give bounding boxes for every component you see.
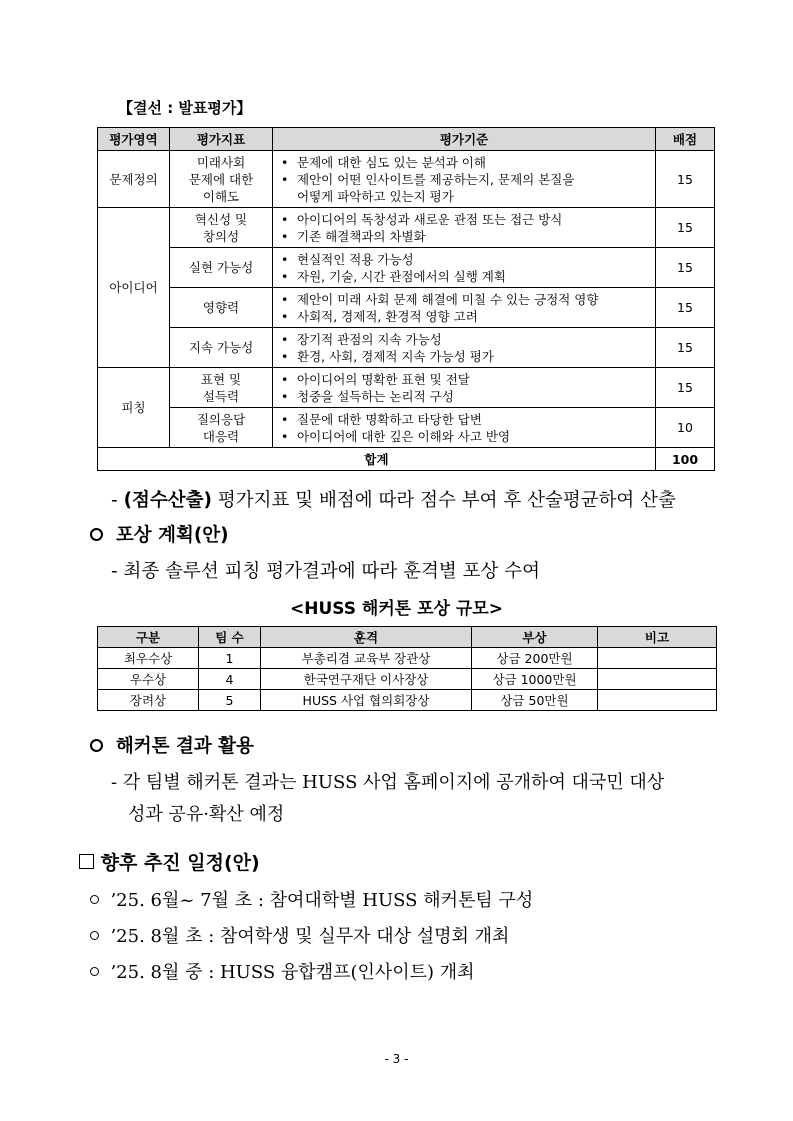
area-cell: 아이디어: [98, 208, 170, 368]
header-remarks: 비고: [598, 627, 717, 648]
schedule-item: [90, 922, 509, 948]
schedule-item: [90, 958, 475, 984]
table-row: [98, 151, 715, 208]
header-criteria: 평가기준: [273, 128, 656, 151]
category-cell: 장려상: [98, 690, 199, 711]
team-count-cell: 1: [199, 648, 261, 669]
area-cell: 문제정의: [98, 151, 170, 208]
criteria-item: • 문제에 대한 심도 있는 분석과 이해: [279, 154, 651, 171]
award-cell: 부총리겸 교육부 장관상: [261, 648, 472, 669]
criteria-cell: [273, 248, 656, 288]
score-cell: 15: [656, 368, 715, 408]
category-cell: 최우수상: [98, 648, 199, 669]
reward-heading-text: 포상 계획(안): [115, 525, 229, 546]
table-row: [98, 408, 715, 448]
indicator-cell: 혁신성 및 창의성: [170, 208, 273, 248]
total-label: 합계: [98, 448, 656, 471]
header-team-count: 팀 수: [199, 627, 261, 648]
schedule-heading-text: 향후 추진 일정(안): [100, 852, 260, 874]
criteria-item: • 자원, 기술, 시간 관점에서의 실행 계획: [279, 268, 651, 285]
area-cell: 피칭: [98, 368, 170, 448]
indicator-cell: 지속 가능성: [170, 328, 273, 368]
team-count-cell: 5: [199, 690, 261, 711]
criteria-item: • 기존 해결책과의 차별화: [279, 228, 651, 245]
indicator-cell: 표현 및 설득력: [170, 368, 273, 408]
page-number: - 3 -: [384, 1052, 409, 1066]
reward-line: - 최종 솔루션 피칭 평가결과에 따라 훈격별 포상 수여: [111, 561, 541, 582]
criteria-cell: [273, 328, 656, 368]
criteria-item: • 제안이 미래 사회 문제 해결에 미칠 수 있는 긍정적 영향: [279, 291, 651, 308]
score-cell: 15: [656, 328, 715, 368]
criteria-cell: [273, 288, 656, 328]
schedule-heading: [79, 848, 260, 875]
header-award: 훈격: [261, 627, 472, 648]
criteria-item: • 환경, 사회, 경제적 지속 가능성 평가: [279, 348, 651, 365]
table-row: [98, 328, 715, 368]
header-score: 배점: [656, 128, 715, 151]
award-cell: 한국연구재단 이사장상: [261, 669, 472, 690]
score-note-prefix: -: [111, 490, 124, 511]
schedule-item: [90, 886, 533, 912]
prize-cell: 상금 200만원: [472, 648, 598, 669]
score-note: [111, 486, 676, 512]
table-row: [98, 288, 715, 328]
usage-heading-text: 해커톤 결과 활용: [115, 736, 254, 757]
schedule-item-text: ’25. 8월 중 : HUSS 융합캠프(인사이트) 개최: [110, 962, 475, 983]
prize-cell: 상금 50만원: [472, 690, 598, 711]
table-header-row: [98, 128, 715, 151]
score-cell: 10: [656, 408, 715, 448]
score-note-bold: (점수산출): [123, 490, 212, 511]
criteria-cell: [273, 368, 656, 408]
criteria-item: • 아이디어에 대한 깊은 이해와 사고 반영: [279, 428, 651, 445]
circle-bullet-icon: [90, 895, 99, 904]
usage-heading: [90, 732, 254, 758]
remarks-cell: [598, 669, 717, 690]
remarks-cell: [598, 648, 717, 669]
total-score: 100: [656, 448, 715, 471]
circle-bullet-icon: [90, 739, 103, 752]
schedule-item-text: ’25. 6월~ 7월 초 : 참여대학별 HUSS 해커톤팀 구성: [110, 890, 534, 911]
header-area: 평가영역: [98, 128, 170, 151]
criteria-item: • 청중을 설득하는 논리적 구성: [279, 388, 651, 405]
award-cell: HUSS 사업 협의회장상: [261, 690, 472, 711]
table-header-row: [98, 627, 717, 648]
square-bullet-icon: [79, 854, 94, 869]
table-row: [98, 648, 717, 669]
schedule-item-text: ’25. 8월 초 : 참여학생 및 실무자 대상 설명회 개최: [110, 926, 510, 947]
usage-line-2: 성과 공유·확산 예정: [128, 804, 285, 825]
circle-bullet-icon: [90, 528, 103, 541]
team-count-cell: 4: [199, 669, 261, 690]
indicator-cell: 미래사회 문제에 대한 이해도: [170, 151, 273, 208]
header-indicator: 평가지표: [170, 128, 273, 151]
criteria-item: • 아이디어의 독창성과 새로운 관점 또는 접근 방식: [279, 211, 651, 228]
indicator-cell: 영향력: [170, 288, 273, 328]
criteria-item: • 아이디어의 명확한 표현 및 전달: [279, 371, 651, 388]
circle-bullet-icon: [90, 967, 99, 976]
indicator-cell: 질의응답 대응력: [170, 408, 273, 448]
criteria-cell: [273, 208, 656, 248]
section-title: 【결선 : 발표평가】: [118, 99, 252, 117]
score-cell: 15: [656, 208, 715, 248]
category-cell: 우수상: [98, 669, 199, 690]
header-category: 구분: [98, 627, 199, 648]
criteria-item: • 현실적인 적용 가능성: [279, 251, 651, 268]
prize-table: [97, 626, 717, 711]
total-row: [98, 448, 715, 471]
criteria-item: • 제안이 어떤 인사이트를 제공하는지, 문제의 본질을: [279, 171, 651, 188]
indicator-cell: 실현 가능성: [170, 248, 273, 288]
criteria-item: • 질문에 대한 명확하고 타당한 답변: [279, 411, 651, 428]
score-note-text: 평가지표 및 배점에 따라 점수 부여 후 산술평균하여 산출: [211, 490, 676, 511]
criteria-cell: [273, 151, 656, 208]
criteria-item-continued: 어떻게 파악하고 있는지 평가: [297, 188, 454, 204]
usage-line-1: - 각 팀별 해커톤 결과는 HUSS 사업 홈페이지에 공개하여 대국민 대상: [111, 772, 665, 793]
prize-cell: 상금 1000만원: [472, 669, 598, 690]
header-prize: 부상: [472, 627, 598, 648]
table-row: [98, 208, 715, 248]
score-cell: 15: [656, 288, 715, 328]
table-row: [98, 248, 715, 288]
evaluation-table: [97, 127, 715, 471]
criteria-item: • 장기적 관점의 지속 가능성: [279, 331, 651, 348]
table-row: [98, 690, 717, 711]
circle-bullet-icon: [90, 931, 99, 940]
table-row: [98, 669, 717, 690]
reward-heading: [90, 521, 229, 547]
prize-table-title: <HUSS 해커톤 포상 규모>: [290, 599, 503, 619]
criteria-item: • 사회적, 경제적, 환경적 영향 고려: [279, 308, 651, 325]
score-cell: 15: [656, 151, 715, 208]
table-row: [98, 368, 715, 408]
score-cell: 15: [656, 248, 715, 288]
remarks-cell: [598, 690, 717, 711]
criteria-cell: [273, 408, 656, 448]
